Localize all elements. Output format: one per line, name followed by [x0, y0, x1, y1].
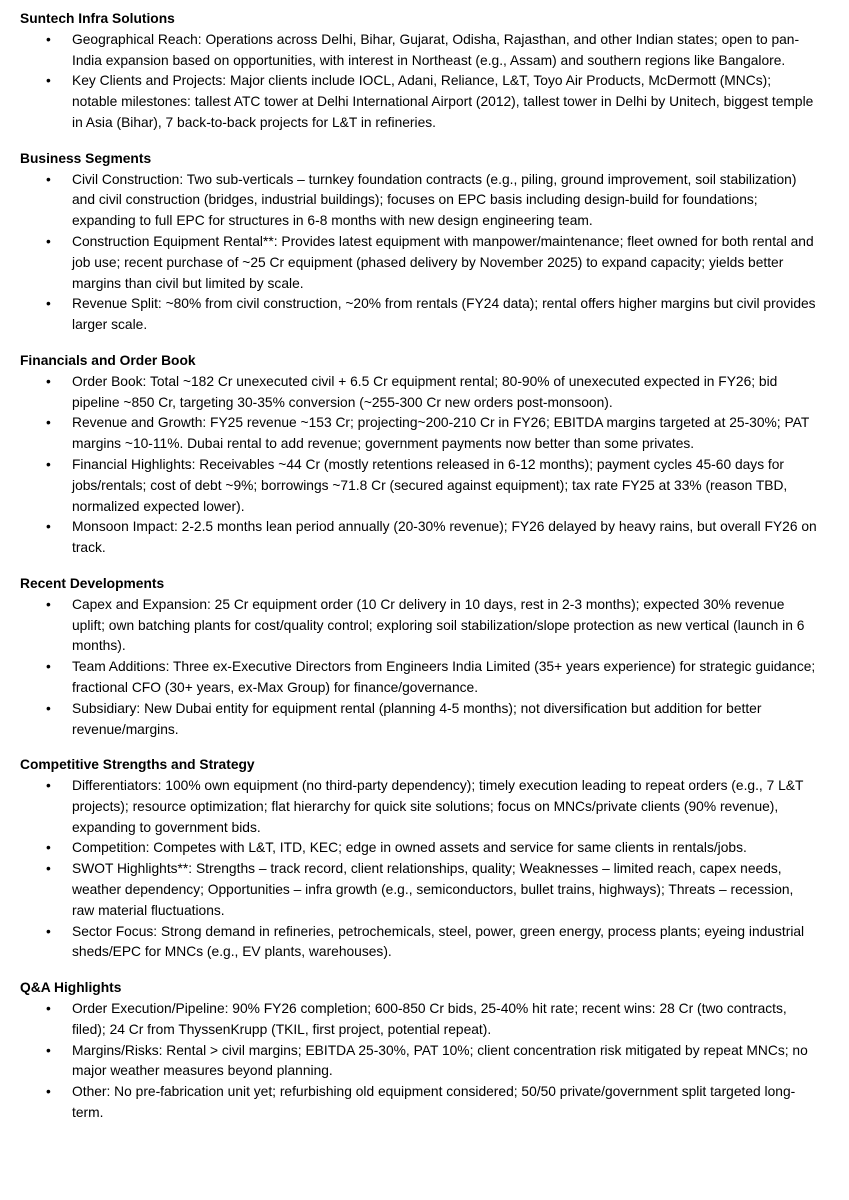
list-item: • Financial Highlights: Receivables ~44 Cr (mostly retentions released in 6-12 months); payment cycles 45-60 days for jobs/rentals; cost of debt ~9%; borrowings ~71.8 Cr (secured against equipment); tax rate FY25 at 33% (reason TBD, normalized expected lower).	[20, 455, 829, 517]
section-heading: Competitive Strengths and Strategy	[20, 757, 255, 773]
list-item: • Civil Construction: Two sub-verticals – turnkey foundation contracts (e.g., piling, ground improvement, soil stabilization) and civil construction (bridges, industrial buildings); focuses on EPC basis including design-build for foundations; expanding to full EPC for structures in 6-8 months with new design engineering team.	[20, 170, 829, 232]
list-item: • Sector Focus: Strong demand in refineries, petrochemicals, steel, power, green energy, process plants; eyeing industrial sheds/EPC for MNCs (e.g., EV plants, warehouses).	[20, 922, 829, 964]
list-item: • Key Clients and Projects: Major clients include IOCL, Adani, Reliance, L&T, Toyo Air Products, McDermott (MNCs); notable milestones: tallest ATC tower at Delhi International Airport (2012), tallest tower in Delhi by Unitech, biggest temple in Asia (Bihar), 7 back-to-back projects for L&T in refineries.	[20, 71, 829, 133]
section-financials-order-book	[20, 351, 829, 559]
list-item: • Geographical Reach: Operations across Delhi, Bihar, Gujarat, Odisha, Rajasthan, and other Indian states; open to pan-India expansion based on opportunities, with interest in Northeast (e.g., Assam) and southern regions like Bangalore.	[20, 30, 829, 72]
section-qa-highlights	[20, 978, 829, 1124]
list-item: • Construction Equipment Rental**: Provides latest equipment with manpower/maintenance; fleet owned for both rental and job use; recent purchase of ~25 Cr equipment (phased delivery by November 2025) to expand capacity; yields better margins than civil but limited by scale.	[20, 232, 829, 294]
section-business-segments	[20, 149, 829, 336]
list-item: • Team Additions: Three ex-Executive Directors from Engineers India Limited (35+ years experience) for strategic guidance; fractional CFO (30+ years, ex-Max Group) for finance/governance.	[20, 657, 829, 699]
list-item: • Subsidiary: New Dubai entity for equipment rental (planning 4-5 months); not diversification but addition for better revenue/margins.	[20, 699, 829, 741]
section-suntech-infra	[20, 9, 829, 134]
section-heading: Q&A Highlights	[20, 980, 122, 996]
bullet-list	[20, 776, 829, 963]
section-heading: Financials and Order Book	[20, 352, 196, 368]
list-item: • Other: No pre-fabrication unit yet; refurbishing old equipment considered; 50/50 private/government split targeted long-term.	[20, 1082, 829, 1124]
bullet-list	[20, 999, 829, 1124]
list-item: • Competition: Competes with L&T, ITD, KEC; edge in owned assets and service for same clients in rentals/jobs.	[20, 838, 829, 859]
section-heading: Suntech Infra Solutions	[20, 11, 175, 26]
list-item: • Order Execution/Pipeline: 90% FY26 completion; 600-850 Cr bids, 25-40% hit rate; recent wins: 28 Cr (two contracts, filed); 24 Cr from ThyssenKrupp (TKIL, first project, potential repeat).	[20, 999, 829, 1041]
bullet-list	[20, 170, 829, 336]
list-item: • Capex and Expansion: 25 Cr equipment order (10 Cr delivery in 10 days, rest in 2-3 months); expected 30% revenue uplift; own batching plants for cost/quality control; exploring soil stabilization/slope protection as new vertical (launch in 6 months).	[20, 595, 829, 657]
list-item: • Order Book: Total ~182 Cr unexecuted civil + 6.5 Cr equipment rental; 80-90% of unexecuted expected in FY26; bid pipeline ~850 Cr, targeting 30-35% conversion (~255-300 Cr new orders post-monsoon).	[20, 372, 829, 414]
section-heading: Recent Developments	[20, 575, 165, 591]
bullet-list	[20, 595, 829, 741]
list-item: • Margins/Risks: Rental > civil margins; EBITDA 25-30%, PAT 10%; client concentration risk mitigated by repeat MNCs; no major weather measures beyond planning.	[20, 1041, 829, 1083]
list-item: • Revenue Split: ~80% from civil construction, ~20% from rentals (FY24 data); rental offers higher margins but civil provides larger scale.	[20, 294, 829, 336]
list-item: • SWOT Highlights**: Strengths – track record, client relationships, quality; Weaknesses – limited reach, capex needs, weather dependency; Opportunities – infra growth (e.g., semiconductors, bullet trains, highways); Threats – recession, raw material fluctuations.	[20, 859, 829, 921]
list-item: • Revenue and Growth: FY25 revenue ~153 Cr; projecting~200-210 Cr in FY26; EBITDA margins targeted at 25-30%; PAT margins ~10-11%. Dubai rental to add revenue; government payments now better than some privates.	[20, 413, 829, 455]
section-competitive-strengths	[20, 755, 829, 963]
bullet-list	[20, 30, 829, 134]
list-item: • Monsoon Impact: 2-2.5 months lean period annually (20-30% revenue); FY26 delayed by heavy rains, but overall FY26 on track.	[20, 517, 829, 559]
list-item: • Differentiators: 100% own equipment (no third-party dependency); timely execution leading to repeat orders (e.g., 7 L&T projects); resource optimization; flat hierarchy for quick site solutions; focus on MNCs/private clients (90% revenue), expanding to government bids.	[20, 776, 829, 838]
section-heading: Business Segments	[20, 150, 152, 166]
section-recent-developments	[20, 574, 829, 740]
bullet-list	[20, 372, 829, 559]
